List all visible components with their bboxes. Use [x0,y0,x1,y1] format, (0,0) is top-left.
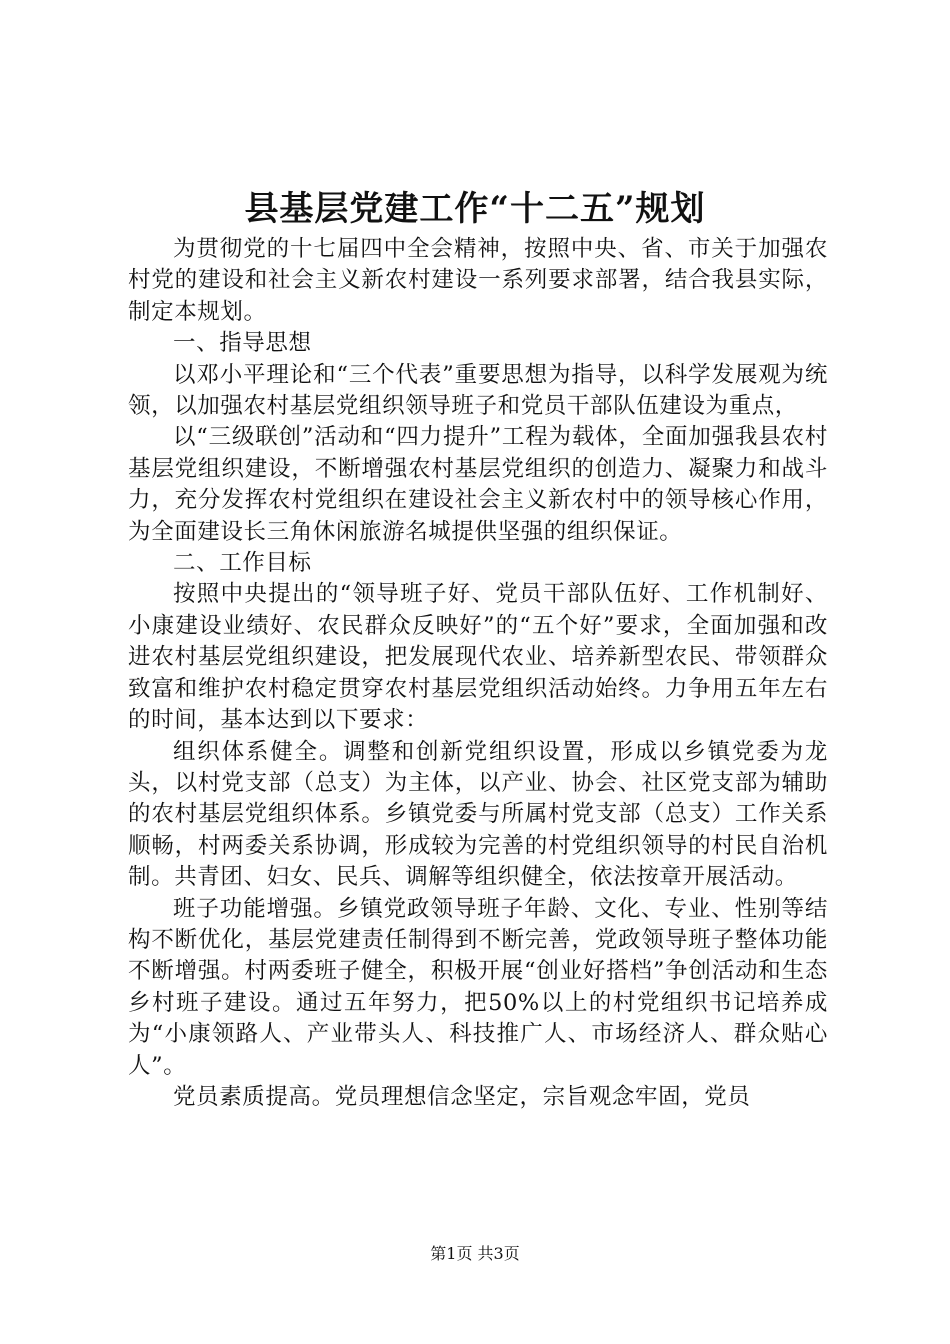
section-heading-guiding-thought: 一、指导思想 [173,330,312,357]
page-footer: 第1页 共3页 [430,1244,520,1263]
paragraph-guiding-thought: 以邓小平理论和“三个代表”重要思想为指导，以科学发展观为统领，以加强农村基层党组织领导班子和党员干部队伍建设为重点， [128,361,828,420]
paragraph-intro: 为贯彻党的十七届四中全会精神，按照中央、省、市关于加强农村党的建设和社会主义新农村建设一系列要求部署，结合我县实际，制定本规划。 [128,236,828,325]
paragraph-organization-system: 组织体系健全。调整和创新党组织设置，形成以乡镇党委为龙头，以村党支部（总支）为主体，以产业、协会、社区党支部为辅助的农村基层党组织体系。乡镇党委与所属村党支部（总支）工作关系顺畅，村两委关系协调，形成较为完善的村党组织领导的村民自治机制。共青团、妇女、民兵、调解等组织健全，依法按章开展活动。 [128,738,828,891]
document-title: 县基层党建工作“十二五”规划 [244,189,706,229]
section-heading-work-goals: 二、工作目标 [173,550,312,577]
paragraph-carrier: 以“三级联创”活动和“四力提升”工程为载体，全面加强我县农村基层党组织建设，不断增强农村基层党组织的创造力、凝聚力和战斗力，充分发挥农村党组织在建设社会主义新农村中的领导核心作用，为全面建设长三角休闲旅游名城提供坚强的组织保证。 [128,424,828,545]
paragraph-work-goals: 按照中央提出的“领导班子好、党员干部队伍好、工作机制好、小康建设业绩好、农民群众反映好”的“五个好”要求，全面加强和改进农村基层党组织建设，把发展现代农业、培养新型农民、带领群众致富和维护农村稳定贯穿农村基层党组织活动始终。力争用五年左右的时间，基本达到以下要求： [128,581,828,734]
paragraph-member-quality: 党员素质提高。党员理想信念坚定，宗旨观念牢固，党员 [173,1083,751,1110]
document-body [128,234,828,1113]
paragraph-team-function: 班子功能增强。乡镇党政领导班子年龄、文化、专业、性别等结构不断优化，基层党建责任制得到不断完善，党政领导班子整体功能不断增强。村两委班子健全，积极开展“创业好搭档”争创活动和生态乡村班子建设。通过五年努力，把50%以上的村党组织书记培养成为“小康领路人、产业带头人、科技推广人、市场经济人、群众贴心人”。 [128,895,828,1079]
